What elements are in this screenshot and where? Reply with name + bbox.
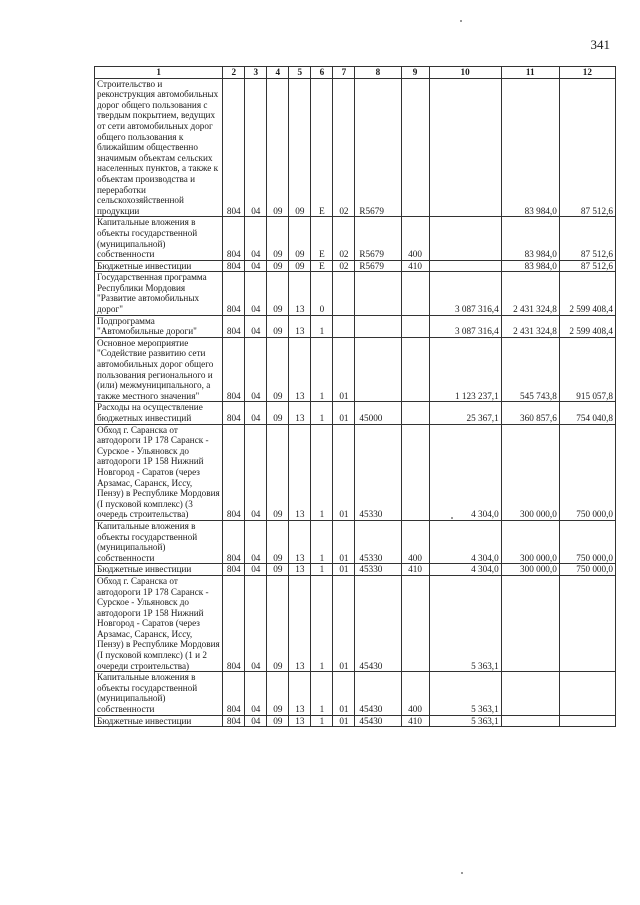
amount-cell: 2 431 324,8 xyxy=(501,272,559,315)
code-cell: 1 xyxy=(311,575,333,671)
row-name: Капитальные вложения в объекты государственной (муниципальной) собственности xyxy=(95,672,223,715)
scan-speck xyxy=(451,517,453,519)
table-row xyxy=(95,520,616,563)
code-cell: 09 xyxy=(267,272,289,315)
column-header: 6 xyxy=(311,67,333,79)
amount-cell: 83 984,0 xyxy=(501,217,559,260)
amount-cell: 5 363,1 xyxy=(429,575,501,671)
amount-cell: 750 000,0 xyxy=(559,424,615,520)
code-cell: 02 xyxy=(333,78,355,217)
expense-type-cell xyxy=(401,337,429,402)
code-cell: 01 xyxy=(333,715,355,727)
code-cell: 04 xyxy=(245,520,267,563)
code-cell: 09 xyxy=(267,520,289,563)
amount-cell: 2 431 324,8 xyxy=(501,315,559,337)
code-cell: 04 xyxy=(245,272,267,315)
code-cell: 04 xyxy=(245,672,267,715)
code-cell: 04 xyxy=(245,337,267,402)
amount-cell: 1 123 237,1 xyxy=(429,337,501,402)
table-row xyxy=(95,672,616,715)
code-cell: 02 xyxy=(333,217,355,260)
amount-cell xyxy=(559,715,615,727)
code-cell: 804 xyxy=(223,315,245,337)
row-name: Строительство и реконструкция автомобильных дорог общего пользования с твердым покрытием, ведущих от сети автомобильных дорог общего пользования к ближайшим общественно значимым объектам сельских населенных пунктов, а также к объектам производства и переработки сельскохозяйственной продукции xyxy=(95,78,223,217)
amount-cell: 83 984,0 xyxy=(501,78,559,217)
code-cell xyxy=(333,315,355,337)
header-row xyxy=(95,67,616,79)
column-header: 2 xyxy=(223,67,245,79)
code-cell: 13 xyxy=(289,672,311,715)
amount-cell xyxy=(501,672,559,715)
code-cell: 04 xyxy=(245,424,267,520)
target-article-cell: 45430 xyxy=(355,715,401,727)
target-article-cell: R5679 xyxy=(355,217,401,260)
target-article-cell xyxy=(355,272,401,315)
code-cell: E xyxy=(311,217,333,260)
table-row xyxy=(95,78,616,217)
code-cell: 804 xyxy=(223,337,245,402)
amount-cell: 83 984,0 xyxy=(501,260,559,272)
code-cell: 804 xyxy=(223,575,245,671)
amount-cell: 300 000,0 xyxy=(501,520,559,563)
code-cell: 09 xyxy=(267,217,289,260)
code-cell: 01 xyxy=(333,337,355,402)
column-header: 10 xyxy=(429,67,501,79)
code-cell: 01 xyxy=(333,402,355,424)
code-cell: 1 xyxy=(311,315,333,337)
code-cell: 04 xyxy=(245,78,267,217)
amount-cell xyxy=(501,575,559,671)
expense-type-cell xyxy=(401,402,429,424)
code-cell: 01 xyxy=(333,672,355,715)
code-cell: E xyxy=(311,78,333,217)
expense-type-cell xyxy=(401,575,429,671)
code-cell: 04 xyxy=(245,715,267,727)
code-cell: 09 xyxy=(267,715,289,727)
expense-type-cell xyxy=(401,78,429,217)
code-cell: 804 xyxy=(223,260,245,272)
code-cell: 13 xyxy=(289,402,311,424)
amount-cell: 87 512,6 xyxy=(559,217,615,260)
target-article-cell: R5679 xyxy=(355,78,401,217)
code-cell: 09 xyxy=(267,402,289,424)
amount-cell xyxy=(501,715,559,727)
expense-type-cell: 410 xyxy=(401,260,429,272)
column-header: 11 xyxy=(501,67,559,79)
amount-cell: 360 857,6 xyxy=(501,402,559,424)
code-cell: 13 xyxy=(289,715,311,727)
code-cell: 04 xyxy=(245,315,267,337)
amount-cell xyxy=(429,217,501,260)
code-cell: 04 xyxy=(245,217,267,260)
code-cell: 09 xyxy=(267,564,289,576)
table-row xyxy=(95,564,616,576)
table-row xyxy=(95,272,616,315)
code-cell: 1 xyxy=(311,672,333,715)
code-cell: 804 xyxy=(223,217,245,260)
code-cell: 09 xyxy=(267,78,289,217)
target-article-cell xyxy=(355,315,401,337)
amount-cell xyxy=(429,78,501,217)
row-name: Подпрограмма "Автомобильные дороги" xyxy=(95,315,223,337)
table-row xyxy=(95,260,616,272)
row-name: Расходы на осуществление бюджетных инвестиций xyxy=(95,402,223,424)
code-cell: 13 xyxy=(289,272,311,315)
code-cell: 01 xyxy=(333,424,355,520)
column-header: 7 xyxy=(333,67,355,79)
row-name: Бюджетные инвестиции xyxy=(95,260,223,272)
amount-cell xyxy=(559,575,615,671)
code-cell: 09 xyxy=(267,424,289,520)
amount-cell: 2 599 408,4 xyxy=(559,315,615,337)
target-article-cell: 45330 xyxy=(355,564,401,576)
amount-cell: 5 363,1 xyxy=(429,672,501,715)
amount-cell: 25 367,1 xyxy=(429,402,501,424)
amount-cell: 2 599 408,4 xyxy=(559,272,615,315)
code-cell: 09 xyxy=(289,260,311,272)
row-name: Бюджетные инвестиции xyxy=(95,564,223,576)
target-article-cell: 45330 xyxy=(355,424,401,520)
table-row xyxy=(95,337,616,402)
code-cell: 1 xyxy=(311,402,333,424)
amount-cell: 915 057,8 xyxy=(559,337,615,402)
row-name: Капитальные вложения в объекты государственной (муниципальной) собственности xyxy=(95,217,223,260)
code-cell: 804 xyxy=(223,424,245,520)
table-row xyxy=(95,315,616,337)
code-cell xyxy=(333,272,355,315)
expense-type-cell: 400 xyxy=(401,672,429,715)
target-article-cell: 45430 xyxy=(355,672,401,715)
column-header: 4 xyxy=(267,67,289,79)
code-cell: 04 xyxy=(245,575,267,671)
target-article-cell: R5679 xyxy=(355,260,401,272)
code-cell: 1 xyxy=(311,564,333,576)
table-row xyxy=(95,424,616,520)
amount-cell: 750 000,0 xyxy=(559,564,615,576)
code-cell: 13 xyxy=(289,520,311,563)
code-cell: 01 xyxy=(333,520,355,563)
amount-cell: 754 040,8 xyxy=(559,402,615,424)
code-cell: 13 xyxy=(289,575,311,671)
code-cell: 09 xyxy=(267,315,289,337)
table-row xyxy=(95,575,616,671)
expense-type-cell xyxy=(401,272,429,315)
code-cell: 804 xyxy=(223,564,245,576)
code-cell: 13 xyxy=(289,337,311,402)
code-cell: E xyxy=(311,260,333,272)
column-header: 1 xyxy=(95,67,223,79)
column-header: 3 xyxy=(245,67,267,79)
amount-cell: 300 000,0 xyxy=(501,424,559,520)
expense-type-cell: 410 xyxy=(401,564,429,576)
code-cell: 1 xyxy=(311,520,333,563)
code-cell: 09 xyxy=(267,260,289,272)
code-cell: 09 xyxy=(289,217,311,260)
amount-cell: 750 000,0 xyxy=(559,520,615,563)
code-cell: 04 xyxy=(245,564,267,576)
amount-cell xyxy=(559,672,615,715)
code-cell: 04 xyxy=(245,260,267,272)
amount-cell: 3 087 316,4 xyxy=(429,315,501,337)
code-cell: 0 xyxy=(311,272,333,315)
expense-type-cell: 400 xyxy=(401,217,429,260)
code-cell: 13 xyxy=(289,424,311,520)
amount-cell: 545 743,8 xyxy=(501,337,559,402)
code-cell: 804 xyxy=(223,272,245,315)
expense-type-cell xyxy=(401,424,429,520)
expense-type-cell xyxy=(401,315,429,337)
code-cell: 804 xyxy=(223,672,245,715)
row-name: Обход г. Саранска от автодороги 1Р 178 Саранск - Сурское - Ульяновск до автодороги 1Р 158 Нижний Новгород - Саратов (через Арзамас, Саранск, Иссу, Пензу) в Республике Мордовия (I пусковой комплекс) (1 и 2 очереди строительства) xyxy=(95,575,223,671)
table-row xyxy=(95,715,616,727)
code-cell: 01 xyxy=(333,575,355,671)
row-name: Обход г. Саранска от автодороги 1Р 178 Саранск - Сурское - Ульяновск до автодороги 1Р 158 Нижний Новгород - Саратов (через Арзамас, Саранск, Иссу, Пензу) в Республике Мордовия (I пусковой комплекс) (3 очередь строительства) xyxy=(95,424,223,520)
code-cell: 1 xyxy=(311,337,333,402)
row-name: Капитальные вложения в объекты государственной (муниципальной) собственности xyxy=(95,520,223,563)
page-number: 341 xyxy=(590,37,610,52)
amount-cell: 300 000,0 xyxy=(501,564,559,576)
code-cell: 01 xyxy=(333,564,355,576)
code-cell: 1 xyxy=(311,715,333,727)
target-article-cell xyxy=(355,337,401,402)
table-row xyxy=(95,217,616,260)
table-row xyxy=(95,402,616,424)
code-cell: 04 xyxy=(245,402,267,424)
code-cell: 804 xyxy=(223,78,245,217)
code-cell: 804 xyxy=(223,520,245,563)
scan-speck xyxy=(460,20,462,22)
code-cell: 804 xyxy=(223,715,245,727)
code-cell: 02 xyxy=(333,260,355,272)
code-cell: 09 xyxy=(267,575,289,671)
amount-cell: 5 363,1 xyxy=(429,715,501,727)
column-header: 12 xyxy=(559,67,615,79)
code-cell: 804 xyxy=(223,402,245,424)
budget-table xyxy=(94,66,616,727)
code-cell: 09 xyxy=(267,337,289,402)
expense-type-cell: 400 xyxy=(401,520,429,563)
code-cell: 13 xyxy=(289,315,311,337)
code-cell: 13 xyxy=(289,564,311,576)
row-name: Государственная программа Республики Мордовия "Развитие автомобильных дорог" xyxy=(95,272,223,315)
target-article-cell: 45430 xyxy=(355,575,401,671)
amount-cell: 3 087 316,4 xyxy=(429,272,501,315)
amount-cell: 87 512,6 xyxy=(559,78,615,217)
row-name: Бюджетные инвестиции xyxy=(95,715,223,727)
column-header: 5 xyxy=(289,67,311,79)
scan-speck xyxy=(461,872,463,874)
target-article-cell: 45000 xyxy=(355,402,401,424)
expense-type-cell: 410 xyxy=(401,715,429,727)
amount-cell: 4 304,0 xyxy=(429,564,501,576)
amount-cell xyxy=(429,260,501,272)
amount-cell: 4 304,0 xyxy=(429,520,501,563)
code-cell: 09 xyxy=(267,672,289,715)
column-header: 9 xyxy=(401,67,429,79)
amount-cell: 4 304,0 xyxy=(429,424,501,520)
row-name: Основное мероприятие "Содействие развитию сети автомобильных дорог общего пользования регионального и (или) межмуниципального, а также местного значения" xyxy=(95,337,223,402)
column-header: 8 xyxy=(355,67,401,79)
target-article-cell: 45330 xyxy=(355,520,401,563)
amount-cell: 87 512,6 xyxy=(559,260,615,272)
code-cell: 1 xyxy=(311,424,333,520)
code-cell: 09 xyxy=(289,78,311,217)
